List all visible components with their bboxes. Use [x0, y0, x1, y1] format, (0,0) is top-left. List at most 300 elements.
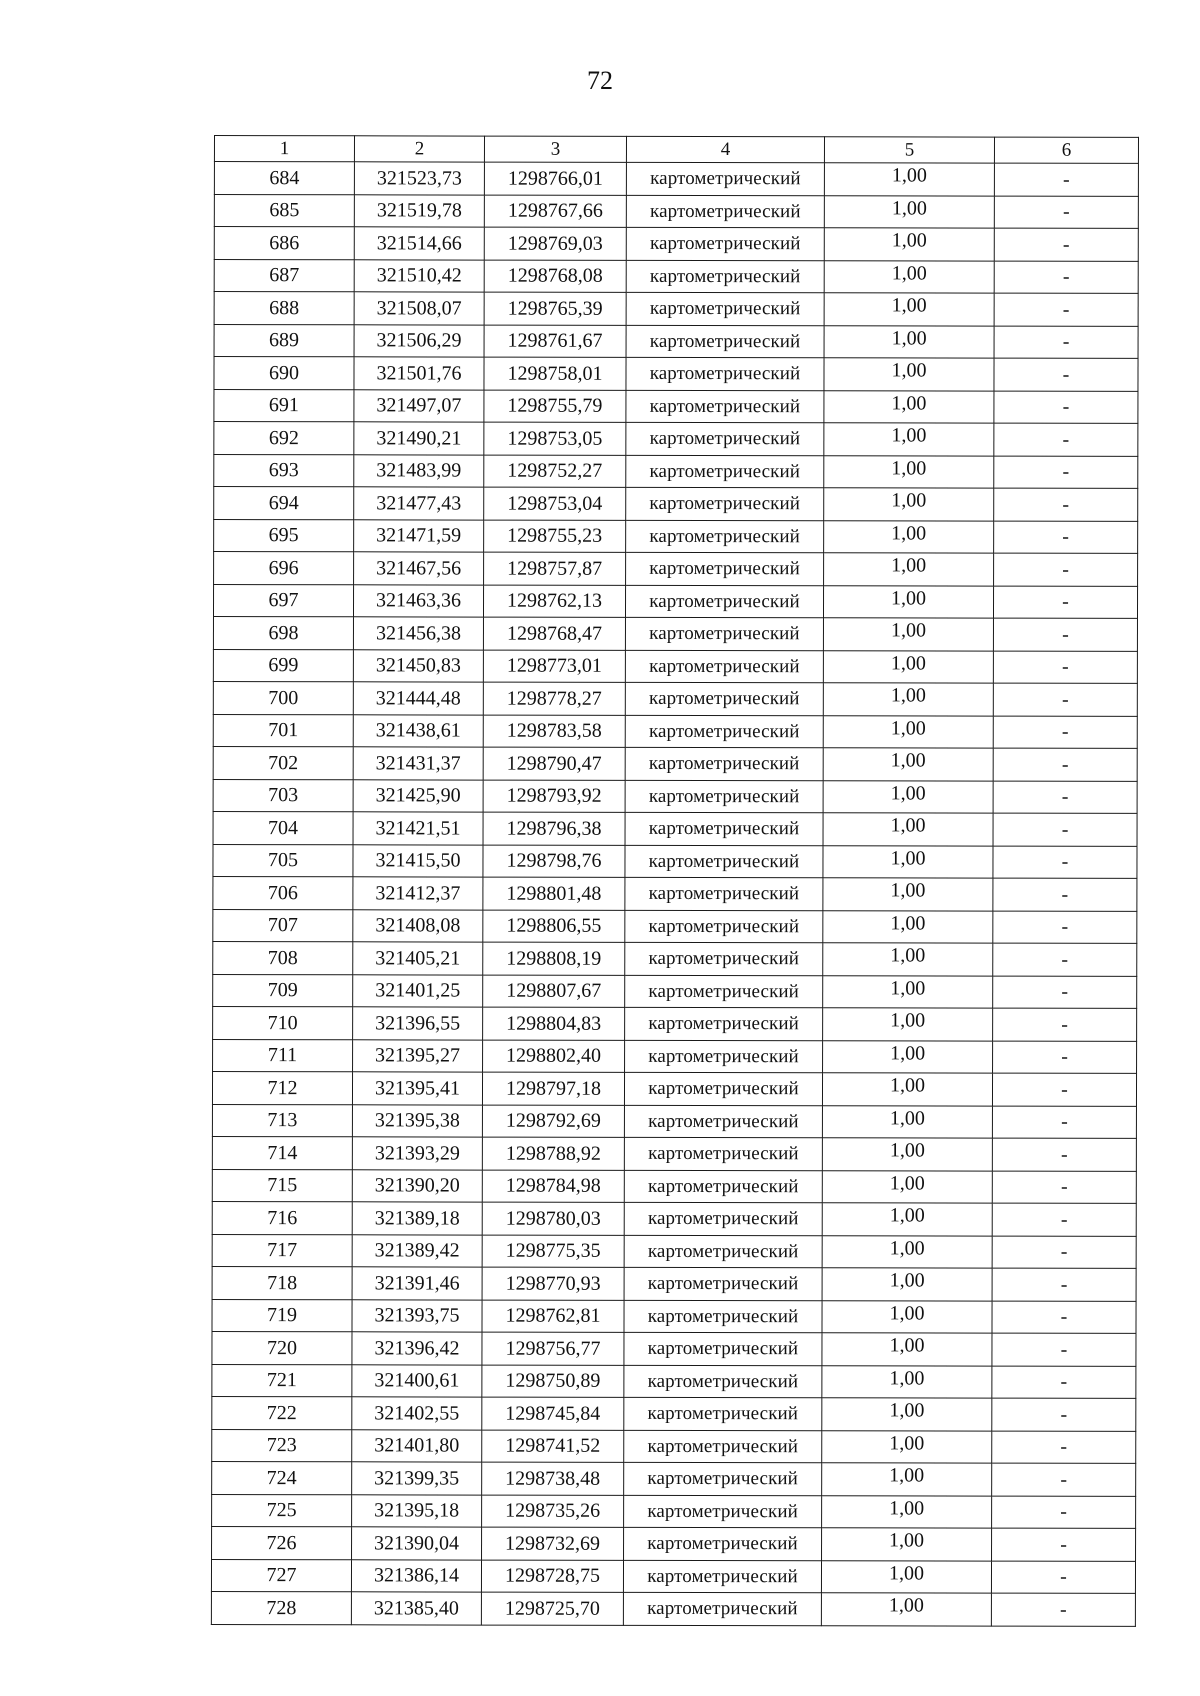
table-row — [212, 1396, 1136, 1430]
table-row — [214, 552, 1138, 586]
precision-cell: 1,00 — [823, 683, 993, 716]
description-cell: - — [992, 1366, 1136, 1399]
y-coordinate-cell: 1298757,87 — [484, 552, 626, 585]
x-coordinate-cell: 321431,37 — [353, 747, 483, 780]
y-coordinate-cell: 1298735,26 — [482, 1495, 624, 1528]
y-coordinate-cell: 1298741,52 — [482, 1430, 624, 1463]
point-number-cell: 714 — [212, 1136, 352, 1169]
point-number-cell: 724 — [212, 1461, 352, 1494]
table-row — [214, 519, 1138, 553]
precision-cell: 1,00 — [822, 1268, 992, 1301]
description-cell: - — [994, 326, 1138, 359]
y-coordinate-cell: 1298738,48 — [482, 1462, 624, 1495]
x-coordinate-cell: 321523,73 — [354, 162, 484, 195]
method-cell: картометрический — [624, 1430, 822, 1463]
method-cell: картометрический — [625, 617, 823, 650]
table-row — [213, 1006, 1137, 1040]
precision-cell: 1,00 — [824, 228, 994, 261]
x-coordinate-cell: 321393,75 — [352, 1299, 482, 1332]
description-cell: - — [991, 1561, 1135, 1594]
column-header-2: 2 — [354, 136, 484, 162]
x-coordinate-cell: 321390,20 — [352, 1169, 482, 1202]
precision-cell: 1,00 — [822, 1203, 992, 1236]
precision-cell: 1,00 — [822, 1073, 992, 1106]
method-cell: картометрический — [624, 1462, 822, 1495]
x-coordinate-cell: 321405,21 — [353, 942, 483, 975]
table-row — [214, 227, 1138, 261]
y-coordinate-cell: 1298755,79 — [484, 390, 626, 423]
table-row — [212, 1136, 1136, 1170]
precision-cell: 1,00 — [822, 1398, 992, 1431]
description-cell: - — [993, 1008, 1137, 1041]
table-row — [213, 974, 1137, 1008]
y-coordinate-cell: 1298761,67 — [484, 325, 626, 358]
description-cell: - — [993, 813, 1137, 846]
description-cell: - — [992, 1268, 1136, 1301]
description-cell: - — [992, 1106, 1136, 1139]
x-coordinate-cell: 321425,90 — [353, 779, 483, 812]
precision-cell: 1,00 — [822, 1138, 992, 1171]
x-coordinate-cell: 321501,76 — [354, 357, 484, 390]
description-cell: - — [993, 878, 1137, 911]
table-row — [213, 844, 1137, 878]
x-coordinate-cell: 321391,46 — [352, 1267, 482, 1300]
x-coordinate-cell: 321508,07 — [354, 292, 484, 325]
table-row — [212, 1169, 1136, 1203]
method-cell: картометрический — [625, 877, 823, 910]
x-coordinate-cell: 321386,14 — [351, 1559, 481, 1592]
precision-cell: 1,00 — [821, 1560, 991, 1593]
method-cell: картометрический — [624, 1170, 822, 1203]
y-coordinate-cell: 1298732,69 — [482, 1527, 624, 1560]
point-number-cell: 707 — [213, 909, 353, 942]
y-coordinate-cell: 1298783,58 — [483, 715, 625, 748]
table-row — [214, 292, 1138, 326]
y-coordinate-cell: 1298762,81 — [482, 1300, 624, 1333]
description-cell: - — [992, 1528, 1136, 1561]
y-coordinate-cell: 1298806,55 — [483, 910, 625, 943]
precision-cell: 1,00 — [823, 975, 993, 1008]
precision-cell: 1,00 — [824, 195, 994, 228]
description-cell: - — [993, 781, 1137, 814]
description-cell: - — [992, 1431, 1136, 1464]
precision-cell: 1,00 — [823, 845, 993, 878]
precision-cell: 1,00 — [822, 1430, 992, 1463]
table-row — [212, 1234, 1136, 1268]
method-cell: картометрический — [624, 1072, 822, 1105]
precision-cell: 1,00 — [821, 1593, 991, 1626]
method-cell: картометрический — [625, 650, 823, 683]
table-row — [211, 1559, 1135, 1593]
point-number-cell: 689 — [214, 324, 354, 357]
column-header-6: 6 — [994, 137, 1138, 163]
x-coordinate-cell: 321401,80 — [352, 1429, 482, 1462]
table-row — [214, 259, 1138, 293]
y-coordinate-cell: 1298792,69 — [482, 1105, 624, 1138]
precision-cell: 1,00 — [824, 163, 994, 196]
precision-cell: 1,00 — [822, 1235, 992, 1268]
precision-cell: 1,00 — [824, 423, 994, 456]
table-row — [212, 1071, 1136, 1105]
table-row — [213, 617, 1137, 651]
description-cell: - — [992, 1236, 1136, 1269]
x-coordinate-cell: 321395,41 — [352, 1072, 482, 1105]
description-cell: - — [994, 228, 1138, 261]
method-cell: картометрический — [625, 812, 823, 845]
y-coordinate-cell: 1298755,23 — [484, 520, 626, 553]
precision-cell: 1,00 — [824, 358, 994, 391]
method-cell: картометрический — [625, 715, 823, 748]
description-cell: - — [993, 748, 1137, 781]
method-cell: картометрический — [626, 520, 824, 553]
x-coordinate-cell: 321444,48 — [353, 682, 483, 715]
table-row — [212, 1364, 1136, 1398]
precision-cell: 1,00 — [823, 780, 993, 813]
table-row — [213, 681, 1137, 715]
description-cell: - — [993, 586, 1137, 619]
method-cell: картометрический — [625, 942, 823, 975]
method-cell: картометрический — [623, 1560, 821, 1593]
x-coordinate-cell: 321390,04 — [352, 1527, 482, 1560]
method-cell: картометрический — [624, 1202, 822, 1235]
x-coordinate-cell: 321385,40 — [351, 1592, 481, 1625]
x-coordinate-cell: 321514,66 — [354, 227, 484, 260]
x-coordinate-cell: 321393,29 — [352, 1137, 482, 1170]
x-coordinate-cell: 321463,36 — [353, 584, 483, 617]
precision-cell: 1,00 — [822, 1463, 992, 1496]
y-coordinate-cell: 1298768,47 — [483, 617, 625, 650]
description-cell: - — [992, 1171, 1136, 1204]
description-cell: - — [992, 1398, 1136, 1431]
precision-cell: 1,00 — [823, 650, 993, 683]
x-coordinate-cell: 321477,43 — [354, 487, 484, 520]
x-coordinate-cell: 321467,56 — [354, 552, 484, 585]
precision-cell: 1,00 — [824, 553, 994, 586]
point-number-cell: 708 — [213, 941, 353, 974]
x-coordinate-cell: 321401,25 — [353, 974, 483, 1007]
x-coordinate-cell: 321395,38 — [352, 1104, 482, 1137]
table-row — [212, 1201, 1136, 1235]
precision-cell: 1,00 — [822, 1170, 992, 1203]
precision-cell: 1,00 — [823, 748, 993, 781]
table-row — [214, 357, 1138, 391]
table-row — [212, 1461, 1136, 1495]
x-coordinate-cell: 321389,18 — [352, 1202, 482, 1235]
description-cell: - — [994, 391, 1138, 424]
x-coordinate-cell: 321415,50 — [353, 844, 483, 877]
method-cell: картометрический — [625, 780, 823, 813]
description-cell: - — [992, 1463, 1136, 1496]
method-cell: картометрический — [624, 1332, 822, 1365]
point-number-cell: 715 — [212, 1169, 352, 1202]
x-coordinate-cell: 321506,29 — [354, 324, 484, 357]
x-coordinate-cell: 321389,42 — [352, 1234, 482, 1267]
y-coordinate-cell: 1298725,70 — [481, 1592, 623, 1625]
y-coordinate-cell: 1298802,40 — [483, 1040, 625, 1073]
description-cell: - — [994, 456, 1138, 489]
point-number-cell: 690 — [214, 357, 354, 390]
x-coordinate-cell: 321421,51 — [353, 812, 483, 845]
point-number-cell: 727 — [211, 1559, 351, 1592]
y-coordinate-cell: 1298769,03 — [484, 227, 626, 260]
y-coordinate-cell: 1298752,27 — [484, 455, 626, 488]
y-coordinate-cell: 1298788,92 — [482, 1137, 624, 1170]
description-cell: - — [992, 1138, 1136, 1171]
y-coordinate-cell: 1298765,39 — [484, 292, 626, 325]
method-cell: картометрический — [623, 1592, 821, 1625]
point-number-cell: 684 — [214, 162, 354, 195]
description-cell: - — [994, 488, 1138, 521]
point-number-cell: 688 — [214, 292, 354, 325]
x-coordinate-cell: 321396,42 — [352, 1332, 482, 1365]
point-number-cell: 694 — [214, 487, 354, 520]
method-cell: картометрический — [626, 455, 824, 488]
point-number-cell: 705 — [213, 844, 353, 877]
point-number-cell: 703 — [213, 779, 353, 812]
point-number-cell: 702 — [213, 746, 353, 779]
point-number-cell: 696 — [214, 552, 354, 585]
point-number-cell: 693 — [214, 454, 354, 487]
description-cell: - — [994, 521, 1138, 554]
y-coordinate-cell: 1298780,03 — [482, 1202, 624, 1235]
y-coordinate-cell: 1298778,27 — [483, 682, 625, 715]
y-coordinate-cell: 1298775,35 — [482, 1235, 624, 1268]
y-coordinate-cell: 1298784,98 — [482, 1170, 624, 1203]
table-row — [213, 746, 1137, 780]
method-cell: картометрический — [626, 227, 824, 260]
table-row — [213, 649, 1137, 683]
method-cell: картометрический — [626, 325, 824, 358]
x-coordinate-cell: 321497,07 — [354, 389, 484, 422]
method-cell: картометрический — [626, 422, 824, 455]
method-cell: картометрический — [625, 975, 823, 1008]
description-cell: - — [994, 358, 1138, 391]
point-number-cell: 711 — [213, 1039, 353, 1072]
y-coordinate-cell: 1298753,04 — [484, 487, 626, 520]
description-cell: - — [993, 716, 1137, 749]
x-coordinate-cell: 321490,21 — [354, 422, 484, 455]
method-cell: картометрический — [624, 1300, 822, 1333]
point-number-cell: 704 — [213, 811, 353, 844]
y-coordinate-cell: 1298753,05 — [484, 422, 626, 455]
point-number-cell: 719 — [212, 1299, 352, 1332]
description-cell: - — [993, 618, 1137, 651]
x-coordinate-cell: 321438,61 — [353, 714, 483, 747]
column-header-3: 3 — [484, 136, 626, 162]
x-coordinate-cell: 321471,59 — [354, 519, 484, 552]
point-number-cell: 713 — [212, 1104, 352, 1137]
x-coordinate-cell: 321395,18 — [352, 1494, 482, 1527]
precision-cell: 1,00 — [824, 390, 994, 423]
point-number-cell: 698 — [213, 617, 353, 650]
method-cell: картометрический — [624, 1397, 822, 1430]
table-row — [214, 194, 1138, 228]
point-number-cell: 722 — [212, 1396, 352, 1429]
table-row — [214, 487, 1138, 521]
point-number-cell: 699 — [213, 649, 353, 682]
description-cell: - — [993, 976, 1137, 1009]
description-cell: - — [992, 1073, 1136, 1106]
coordinates-table — [211, 135, 1139, 1626]
table-row — [213, 811, 1137, 845]
table-row — [213, 714, 1137, 748]
y-coordinate-cell: 1298750,89 — [482, 1365, 624, 1398]
description-cell: - — [991, 1593, 1135, 1626]
method-cell: картометрический — [626, 487, 824, 520]
precision-cell: 1,00 — [822, 1333, 992, 1366]
table-row — [214, 324, 1138, 358]
table-body — [211, 162, 1138, 1626]
y-coordinate-cell: 1298766,01 — [484, 162, 626, 195]
description-cell: - — [992, 1496, 1136, 1529]
point-number-cell: 720 — [212, 1331, 352, 1364]
table-row — [213, 1039, 1137, 1073]
method-cell: картометрический — [626, 552, 824, 585]
precision-cell: 1,00 — [823, 715, 993, 748]
table-row — [212, 1331, 1136, 1365]
description-cell: - — [993, 1041, 1137, 1074]
y-coordinate-cell: 1298745,84 — [482, 1397, 624, 1430]
point-number-cell: 695 — [214, 519, 354, 552]
point-number-cell: 691 — [214, 389, 354, 422]
y-coordinate-cell: 1298801,48 — [483, 877, 625, 910]
point-number-cell: 697 — [213, 584, 353, 617]
method-cell: картометрический — [624, 1105, 822, 1138]
method-cell: картометрический — [625, 1007, 823, 1040]
description-cell: - — [993, 683, 1137, 716]
table-header-row — [214, 136, 1138, 164]
point-number-cell: 717 — [212, 1234, 352, 1267]
precision-cell: 1,00 — [824, 520, 994, 553]
y-coordinate-cell: 1298808,19 — [483, 942, 625, 975]
precision-cell: 1,00 — [822, 1105, 992, 1138]
point-number-cell: 685 — [214, 194, 354, 227]
description-cell: - — [994, 553, 1138, 586]
method-cell: картометрический — [626, 292, 824, 325]
column-header-4: 4 — [626, 136, 824, 162]
y-coordinate-cell: 1298758,01 — [484, 357, 626, 390]
description-cell: - — [994, 196, 1138, 229]
x-coordinate-cell: 321412,37 — [353, 877, 483, 910]
y-coordinate-cell: 1298762,13 — [483, 585, 625, 618]
point-number-cell: 723 — [212, 1429, 352, 1462]
y-coordinate-cell: 1298756,77 — [482, 1332, 624, 1365]
point-number-cell: 709 — [213, 974, 353, 1007]
table-row — [214, 454, 1138, 488]
x-coordinate-cell: 321396,55 — [353, 1007, 483, 1040]
point-number-cell: 716 — [212, 1201, 352, 1234]
precision-cell: 1,00 — [823, 1040, 993, 1073]
column-header-5: 5 — [824, 137, 994, 163]
description-cell: - — [994, 423, 1138, 456]
precision-cell: 1,00 — [823, 618, 993, 651]
description-cell: - — [993, 651, 1137, 684]
x-coordinate-cell: 321483,99 — [354, 454, 484, 487]
precision-cell: 1,00 — [824, 325, 994, 358]
x-coordinate-cell: 321399,35 — [352, 1462, 482, 1495]
table-row — [213, 584, 1137, 618]
y-coordinate-cell: 1298790,47 — [483, 747, 625, 780]
method-cell: картометрический — [626, 260, 824, 293]
x-coordinate-cell: 321450,83 — [353, 649, 483, 682]
description-cell: - — [992, 1203, 1136, 1236]
table-row — [212, 1429, 1136, 1463]
method-cell: картометрический — [625, 682, 823, 715]
precision-cell: 1,00 — [822, 1365, 992, 1398]
description-cell: - — [992, 1301, 1136, 1334]
method-cell: картометрический — [624, 1235, 822, 1268]
point-number-cell: 721 — [212, 1364, 352, 1397]
point-number-cell: 687 — [214, 259, 354, 292]
table-row — [212, 1494, 1136, 1528]
point-number-cell: 700 — [213, 681, 353, 714]
method-cell: картометрический — [626, 195, 824, 228]
x-coordinate-cell: 321400,61 — [352, 1364, 482, 1397]
x-coordinate-cell: 321519,78 — [354, 194, 484, 227]
description-cell: - — [994, 163, 1138, 196]
precision-cell: 1,00 — [823, 878, 993, 911]
description-cell: - — [992, 1333, 1136, 1366]
precision-cell: 1,00 — [823, 910, 993, 943]
y-coordinate-cell: 1298796,38 — [483, 812, 625, 845]
description-cell: - — [994, 261, 1138, 294]
precision-cell: 1,00 — [823, 1008, 993, 1041]
x-coordinate-cell: 321402,55 — [352, 1397, 482, 1430]
method-cell: картометрический — [625, 585, 823, 618]
x-coordinate-cell: 321395,27 — [353, 1039, 483, 1072]
table-row — [212, 1526, 1136, 1560]
table-row — [214, 389, 1138, 423]
method-cell: картометрический — [625, 845, 823, 878]
precision-cell: 1,00 — [824, 455, 994, 488]
point-number-cell: 712 — [212, 1071, 352, 1104]
x-coordinate-cell: 321456,38 — [353, 617, 483, 650]
point-number-cell: 718 — [212, 1266, 352, 1299]
y-coordinate-cell: 1298767,66 — [484, 195, 626, 228]
table-row — [212, 1104, 1136, 1138]
table-row — [212, 1266, 1136, 1300]
precision-cell: 1,00 — [822, 1495, 992, 1528]
point-number-cell: 710 — [213, 1006, 353, 1039]
point-number-cell: 726 — [212, 1526, 352, 1559]
point-number-cell: 725 — [212, 1494, 352, 1527]
method-cell: картометрический — [624, 1137, 822, 1170]
x-coordinate-cell: 321510,42 — [354, 259, 484, 292]
method-cell: картометрический — [626, 357, 824, 390]
point-number-cell: 686 — [214, 227, 354, 260]
method-cell: картометрический — [625, 747, 823, 780]
table-row — [211, 1591, 1135, 1625]
y-coordinate-cell: 1298798,76 — [483, 845, 625, 878]
method-cell: картометрический — [624, 1495, 822, 1528]
y-coordinate-cell: 1298770,93 — [482, 1267, 624, 1300]
table-row — [212, 1299, 1136, 1333]
precision-cell: 1,00 — [824, 293, 994, 326]
column-header-1: 1 — [214, 136, 354, 162]
y-coordinate-cell: 1298773,01 — [483, 650, 625, 683]
x-coordinate-cell: 321408,08 — [353, 909, 483, 942]
point-number-cell: 728 — [211, 1591, 351, 1624]
y-coordinate-cell: 1298797,18 — [482, 1072, 624, 1105]
table-row — [213, 909, 1137, 943]
method-cell: картометрический — [626, 162, 824, 195]
description-cell: - — [993, 846, 1137, 879]
precision-cell: 1,00 — [823, 585, 993, 618]
y-coordinate-cell: 1298728,75 — [481, 1560, 623, 1593]
y-coordinate-cell: 1298768,08 — [484, 260, 626, 293]
table-row — [213, 941, 1137, 975]
point-number-cell: 692 — [214, 422, 354, 455]
